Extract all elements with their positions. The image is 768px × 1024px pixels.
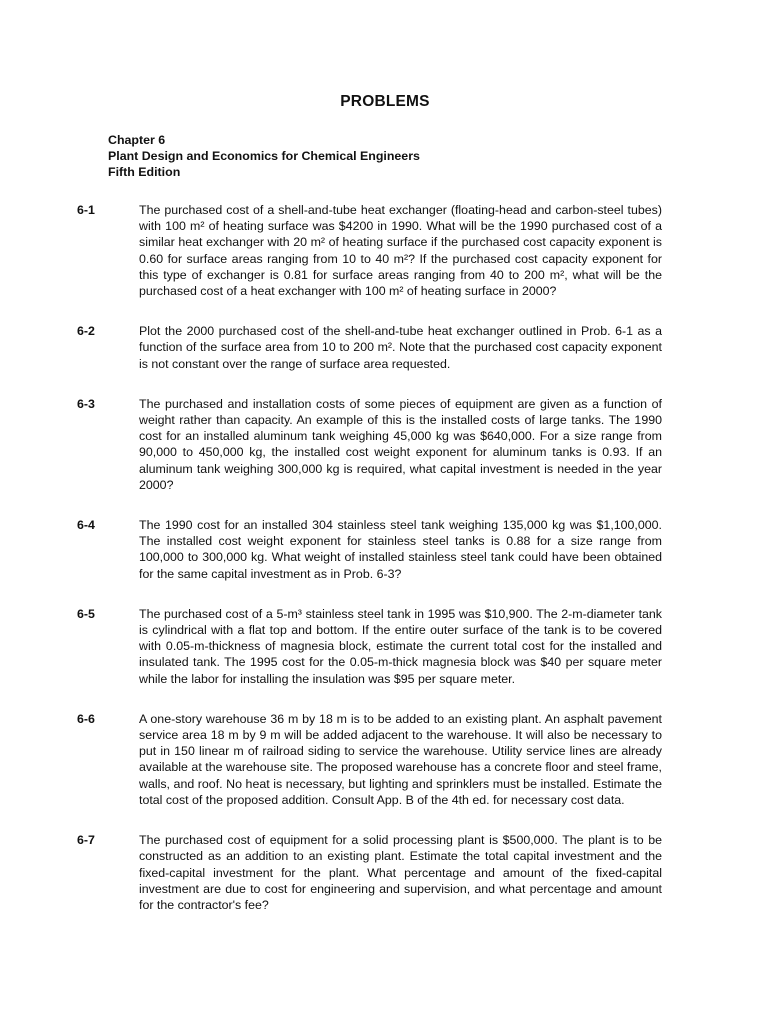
problem-number: 6-6	[77, 711, 95, 726]
problem-text: The purchased and installation costs of some pieces of equipment are given as a function of weight rather than capacity. An example of this is the installed costs of large tanks. The 1990 cost for an installed aluminum tank weighing 45,000 kg was $640,000. For a size range from 90,000 to 450,000 kg, the installed cost weight exponent for aluminum tanks is 0.93. If an aluminum tank weighing 300,000 kg is required, what capital investment is needed in the year 2000?	[139, 396, 662, 492]
problem-text: The purchased cost of equipment for a solid processing plant is $500,000. The plant is to be constructed as an addition to an existing plant. Estimate the total capital investment and the fixed-capital investment for the plant. What percentage and amount of the fixed-capital investment are due to cost for engineering and supervision, and what percentage and amount for the contractor's fee?	[139, 833, 662, 912]
problem-number: 6-2	[77, 324, 95, 339]
problem-6-1	[77, 202, 662, 299]
problem-6-5	[77, 606, 662, 687]
problem-text: A one-story warehouse 36 m by 18 m is to be added to an existing plant. An asphalt pavement service area 18 m by 9 m will be added adjacent to the warehouse. It will also be necessary to put in 150 linear m of railroad siding to service the warehouse. Utility service lines are already available at the warehouse site. The proposed warehouse has a concrete floor and steel frame, walls, and roof. No heat is necessary, but lighting and sprinklers must be installed. Estimate the total cost of the proposed addition. Consult App. B of the 4th ed. for necessary cost data.	[139, 711, 662, 807]
problem-number: 6-5	[77, 606, 95, 621]
problem-6-3	[77, 396, 662, 493]
problem-text: The purchased cost of a 5-m³ stainless steel tank in 1995 was $10,900. The 2-m-diameter tank is cylindrical with a flat top and bottom. If the entire outer surface of the tank is to be covered with 0.05-m-thickness of magnesia block, estimate the current total cost for the installed and insulated tank. The 1995 cost for the 0.05-m-thick magnesia block was $40 per square meter while the labor for installing the insulation was $95 per square meter.	[139, 606, 662, 686]
page-title: PROBLEMS	[340, 93, 430, 110]
problem-6-7	[77, 832, 662, 913]
chapter-heading	[108, 132, 662, 180]
problem-number: 6-7	[77, 833, 95, 848]
problem-6-4	[77, 517, 662, 582]
problem-number: 6-3	[77, 396, 95, 411]
problem-number: 6-1	[77, 203, 95, 217]
chapter-label: Chapter 6	[108, 133, 166, 147]
problem-number: 6-4	[77, 518, 95, 533]
problem-text: The purchased cost of a shell-and-tube heat exchanger (floating-head and carbon-steel tubes) with 100 m² of heating surface was $4200 in 1990. What will be the 1990 purchased cost of a similar heat exchanger with 20 m² of heating surface if the purchased cost capacity exponent is 0.60 for surface areas ranging from 10 to 40 m²? If the purchased cost capacity exponent for this type of exchanger is 0.81 for surface areas ranging from 40 to 200 m², what will be the purchased cost of a heat exchanger with 100 m² of heating surface in 2000?	[139, 203, 662, 299]
problem-6-6	[77, 711, 662, 808]
edition-label: Fifth Edition	[108, 165, 181, 179]
problem-text: Plot the 2000 purchased cost of the shell-and-tube heat exchanger outlined in Prob. 6-1 as a function of the surface area from 10 to 200 m². Note that the purchased cost capacity exponent is not constant over the range of surface area requested.	[139, 324, 662, 371]
problem-text: The 1990 cost for an installed 304 stainless steel tank weighing 135,000 kg was $1,100,000. The installed cost weight exponent for stainless steel tanks is 0.88 for a size range from 100,000 to 300,000 kg. What weight of installed stainless steel tank could have been obtained for the same capital investment as in Prob. 6-3?	[139, 518, 662, 581]
book-title: Plant Design and Economics for Chemical Engineers	[108, 149, 420, 163]
problem-6-2	[77, 323, 662, 372]
